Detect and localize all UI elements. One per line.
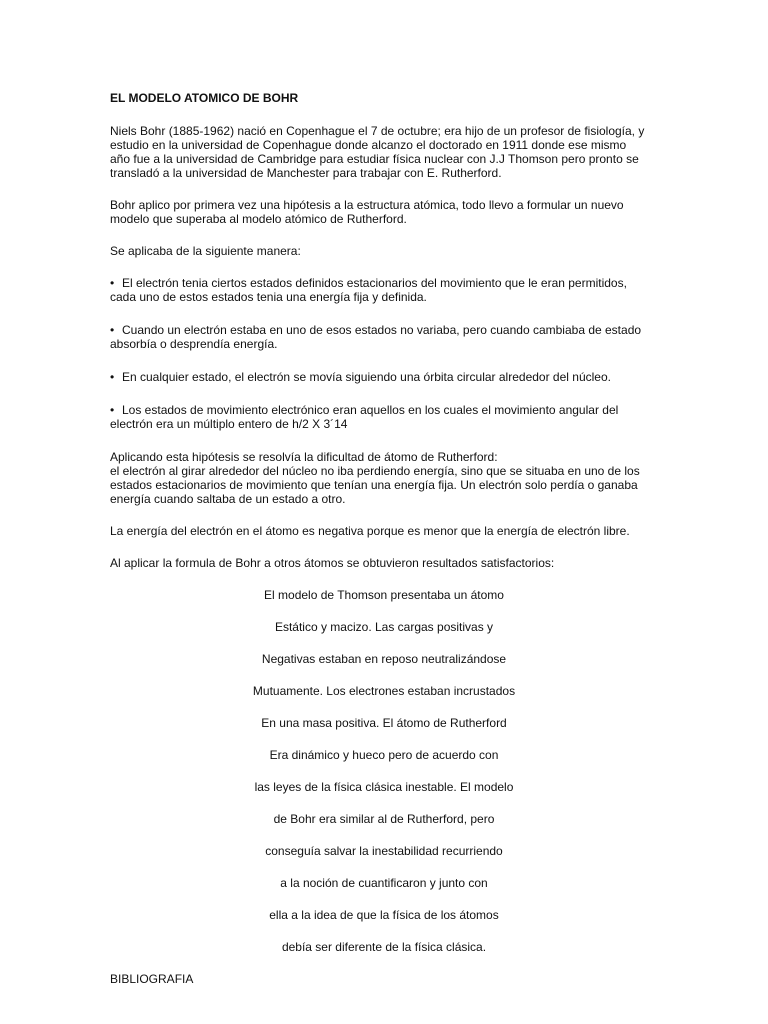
bullet-dot: • — [110, 403, 115, 417]
application-intro-paragraph: Se aplicaba de la siguiente manera: — [110, 244, 301, 258]
centered-text-block — [110, 588, 658, 954]
centered-line: El modelo de Thomson presentaba un átomo — [264, 588, 504, 602]
rutherford-difficulty-paragraph: Aplicando esta hipótesis se resolvía la dificultad de átomo de Rutherford: el electrón al girar alrededor del núcleo no iba perdiendo energía, sino que se situaba en uno de los estados estacionarios de movimiento que tenían una energía fija. Un electrón solo perdía o ganaba energía cuando saltaba de un estado a otro. — [110, 450, 640, 506]
bibliography-heading: BIBLIOGRAFIA — [110, 972, 194, 986]
centered-line: ella a la idea de que la física de los átomos — [269, 908, 499, 922]
centered-line: conseguía salvar la inestabilidad recurriendo — [265, 844, 503, 858]
bullet-item-1 — [110, 276, 660, 304]
centered-line: Era dinámico y hueco pero de acuerdo con — [269, 748, 499, 762]
bullet-dot: • — [110, 323, 115, 337]
centered-line: a la noción de cuantificaron y junto con — [280, 876, 488, 890]
bullet-text: En cualquier estado, el electrón se movía siguiendo una órbita circular alrededor del núcleo. — [122, 370, 611, 384]
formula-paragraph: Al aplicar la formula de Bohr a otros átomos se obtuvieron resultados satisfactorios: — [110, 556, 555, 570]
bullet-text: Cuando un electrón estaba en uno de esos estados no variaba, pero cuando cambiaba de estado absorbía o desprendía energía. — [110, 323, 642, 351]
centered-line: Mutuamente. Los electrones estaban incrustados — [252, 684, 516, 698]
energy-paragraph: La energía del electrón en el átomo es negativa porque es menor que la energía de electrón libre. — [110, 524, 630, 538]
centered-line: En una masa positiva. El átomo de Rutherford — [261, 716, 507, 730]
bullet-dot: • — [110, 276, 115, 290]
bullet-text: Los estados de movimiento electrónico eran aquellos en los cuales el movimiento angular del electrón era un múltiplo entero de h/2 X 3´14 — [110, 403, 619, 431]
centered-line: debía ser diferente de la física clásica. — [281, 940, 487, 954]
centered-line: de Bohr era similar al de Rutherford, pero — [273, 812, 495, 826]
centered-line: Estático y macizo. Las cargas positivas y — [274, 620, 494, 634]
centered-line: Negativas estaban en reposo neutralizándose — [261, 652, 507, 666]
bullet-item-2 — [110, 323, 660, 351]
bullet-item-4 — [110, 403, 660, 431]
bullet-text: El electrón tenia ciertos estados definidos estacionarios del movimiento que le eran permitidos, cada uno de estos estados tenia una energía fija y definida. — [110, 276, 627, 304]
centered-line: las leyes de la física clásica inestable. El modelo — [254, 780, 514, 794]
document-title: EL MODELO ATOMICO DE BOHR — [110, 91, 299, 105]
hypothesis-paragraph: Bohr aplico por primera vez una hipótesis a la estructura atómica, todo llevo a formular un nuevo modelo que superaba al modelo atómico de Rutherford. — [110, 198, 624, 226]
document-page — [110, 91, 660, 986]
bullet-item-3 — [110, 370, 660, 384]
intro-paragraph: Niels Bohr (1885-1962) nació en Copenhague el 7 de octubre; era hijo de un profesor de fisiología, y estudio en la universidad de Copenhague donde alcanzo el doctorado en 1911 donde ese mismo año fue a la universidad de Cambridge para estudiar física nuclear con J.J Thomson pero pronto se transladó a la universidad de Manchester para trabajar con E. Rutherford. — [110, 124, 645, 180]
bullet-dot: • — [110, 370, 115, 384]
